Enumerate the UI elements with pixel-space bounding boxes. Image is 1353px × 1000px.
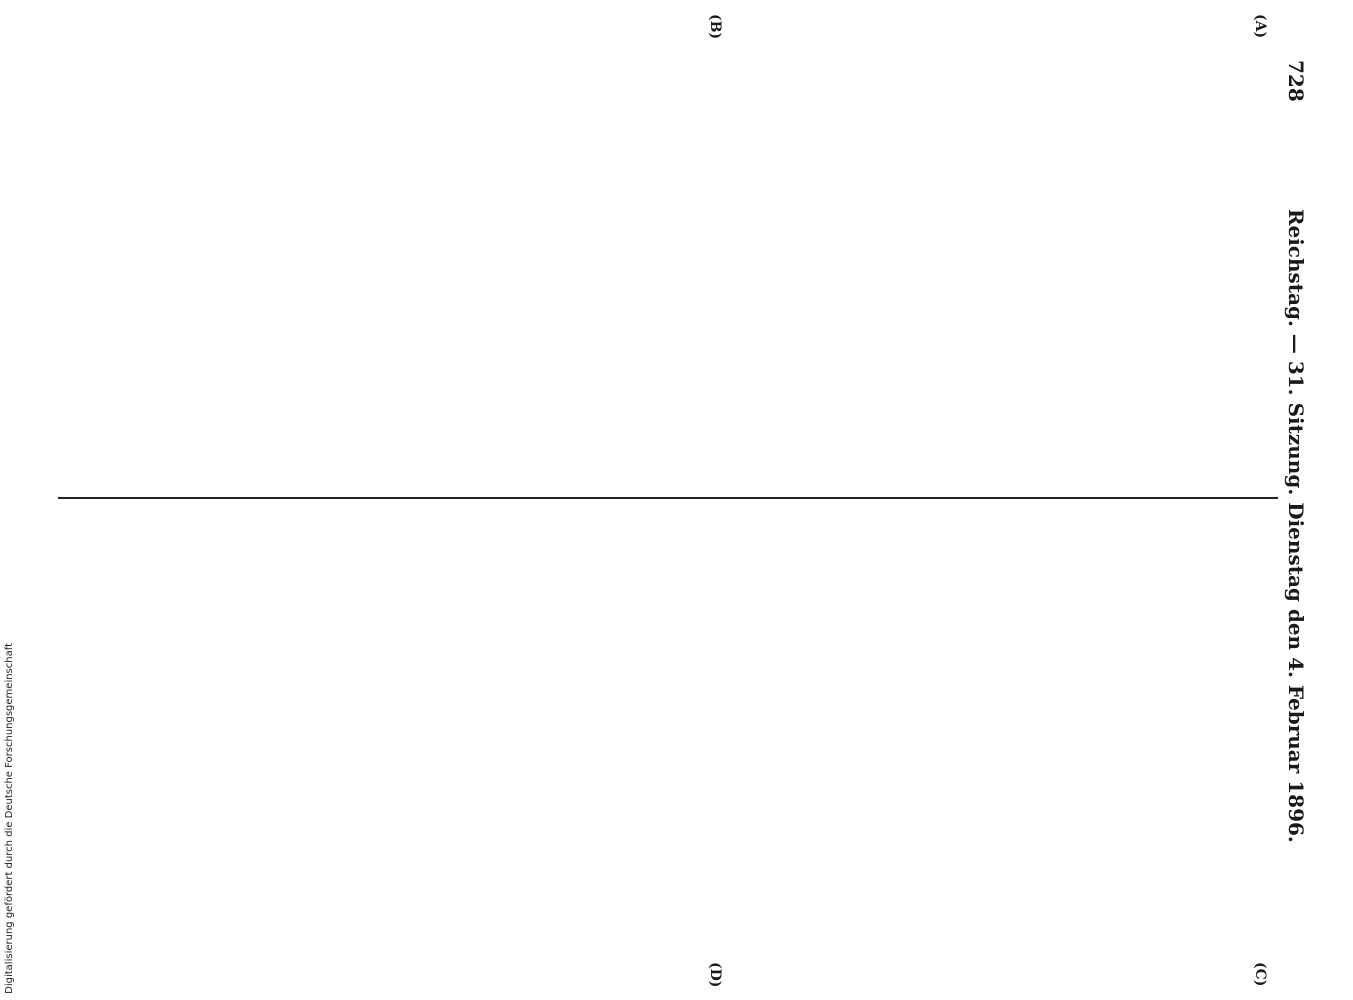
column-divider xyxy=(58,497,1278,499)
running-head: Reichstag. — 31. Sitzung. Dienstag den 4. Februar 1896. xyxy=(1284,208,1308,843)
column-marker-a: (A) xyxy=(1252,14,1268,39)
right-column xyxy=(58,505,1276,950)
left-column xyxy=(58,60,1276,492)
digitization-credit: Digitalisierung gefördert durch die Deutsche Forschungsgemeinschaft xyxy=(4,643,15,994)
document-page xyxy=(28,0,1338,1000)
page-header xyxy=(1278,60,1308,950)
page-number: 728 xyxy=(1284,60,1308,102)
column-marker-b: (B) xyxy=(707,14,723,40)
column-marker-d: (D) xyxy=(707,962,723,988)
column-marker-c: (C) xyxy=(1252,962,1268,987)
